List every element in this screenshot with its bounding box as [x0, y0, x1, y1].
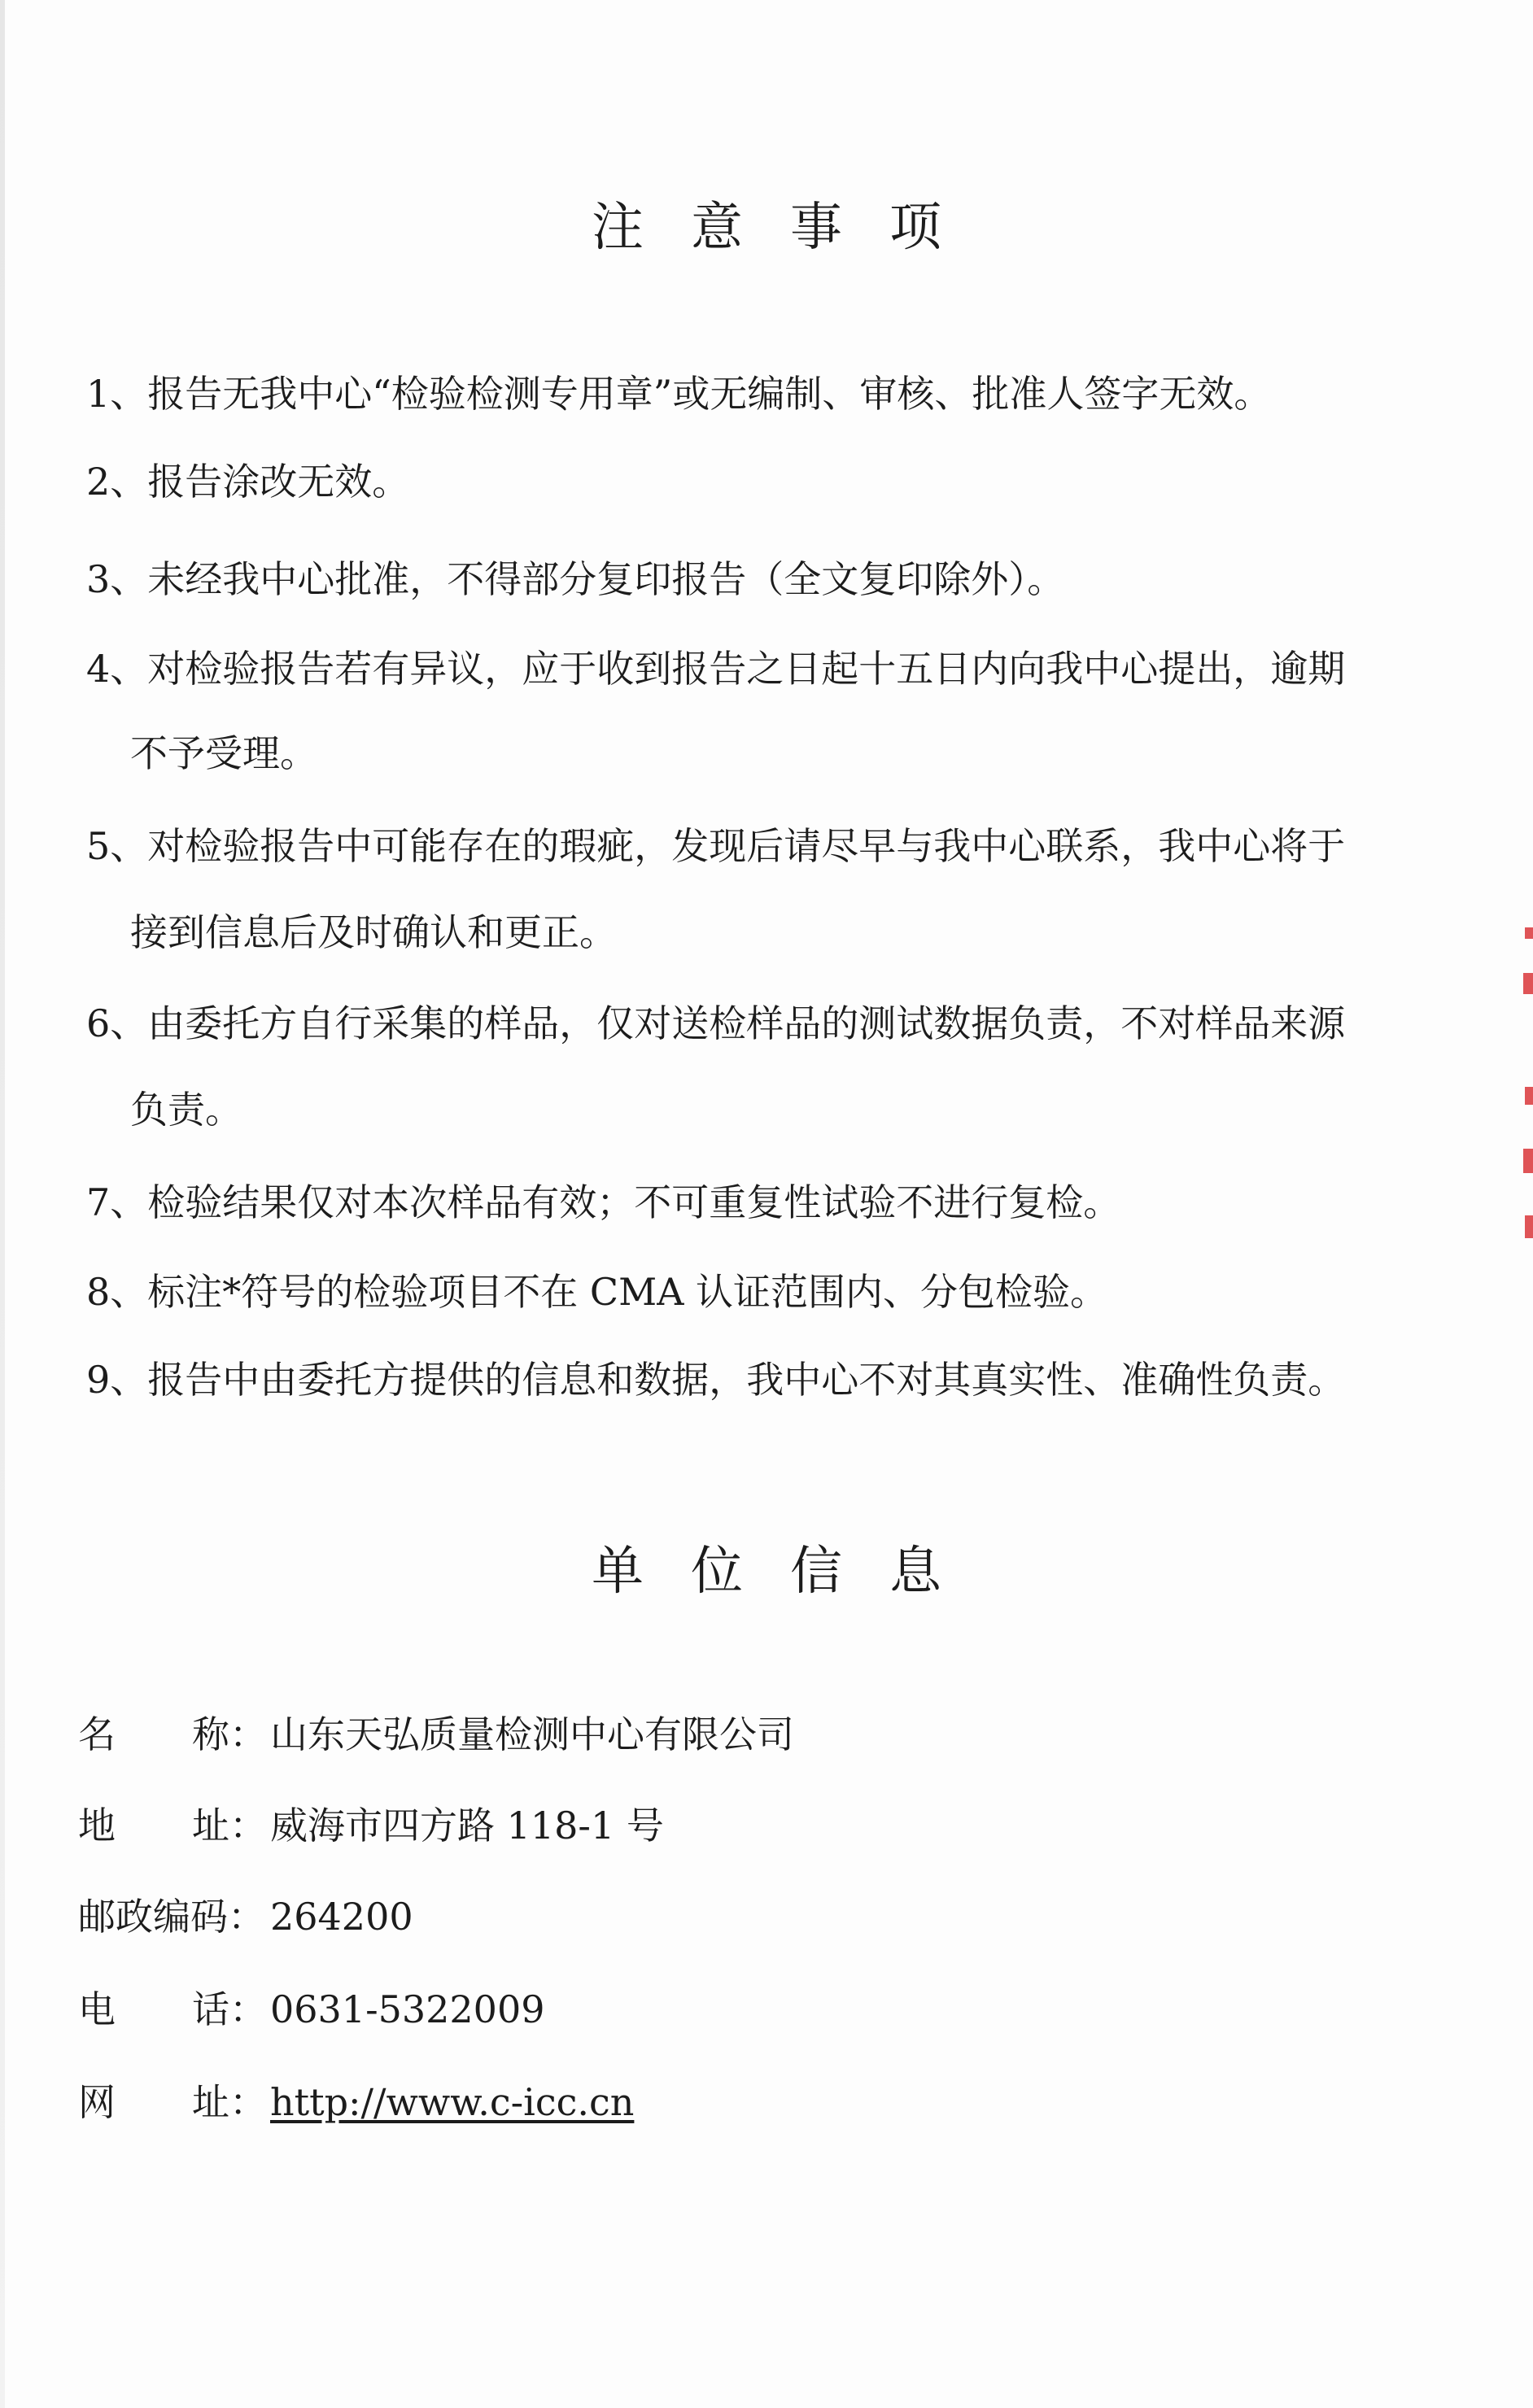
notice-item-1 — [86, 369, 1271, 418]
notice-item-number: 7、 — [86, 1180, 148, 1224]
notice-item-7 — [86, 1178, 1120, 1227]
notice-item-text: 未经我中心批准，不得部分复印报告（全文复印除外）。 — [147, 557, 1065, 601]
unit-address-label: 地 址： — [78, 1804, 267, 1847]
unit-website-link[interactable]: http://www.c-icc.cn — [270, 2080, 635, 2124]
notice-item-number: 8、 — [86, 1270, 148, 1314]
notice-item-3 — [86, 555, 1064, 604]
notice-item-4-continued — [130, 729, 317, 778]
notice-item-9 — [86, 1355, 1345, 1404]
notice-item-2 — [86, 457, 409, 506]
notice-item-number: 6、 — [86, 1001, 148, 1045]
notice-item-text: 接到信息后及时确认和更正。 — [130, 910, 617, 954]
notice-item-6 — [86, 999, 1345, 1048]
unit-address-row — [78, 1801, 664, 1850]
unit-postcode-value: 264200 — [270, 1895, 413, 1939]
unit-postcode-row — [78, 1892, 413, 1941]
notice-item-number: 9、 — [86, 1358, 148, 1402]
notice-item-text: 标注*符号的检验项目不在 CMA 认证范围内、分包检验。 — [147, 1270, 1108, 1314]
notice-item-text: 对检验报告若有异议，应于收到报告之日起十五日内向我中心提出，逾期 — [147, 647, 1346, 691]
stamp-fragment — [1525, 927, 1533, 939]
stamp-fragment — [1525, 1215, 1533, 1238]
notice-item-text: 对检验报告中可能存在的瑕疵，发现后请尽早与我中心联系，我中心将于 — [147, 824, 1346, 868]
notice-item-number: 3、 — [86, 557, 148, 601]
notice-item-8 — [86, 1267, 1107, 1316]
unit-phone-value: 0631-5322009 — [270, 1987, 545, 2031]
notice-item-text: 不予受理。 — [130, 731, 317, 775]
notice-item-number: 1、 — [86, 372, 148, 416]
notice-item-text: 由委托方自行采集的样品，仅对送检样品的测试数据负责，不对样品来源 — [147, 1001, 1346, 1045]
notice-item-text: 报告涂改无效。 — [147, 460, 410, 504]
scan-edge-shadow — [0, 0, 5, 2408]
notice-item-number: 4、 — [86, 647, 148, 691]
notice-item-text: 负责。 — [130, 1088, 242, 1132]
notice-item-text: 检验结果仅对本次样品有效；不可重复性试验不进行复检。 — [147, 1180, 1121, 1224]
notice-title: 注意事项 — [592, 198, 989, 258]
unit-phone-label: 电 话： — [78, 1987, 267, 2031]
notice-item-number: 2、 — [86, 460, 148, 504]
stamp-fragment — [1525, 1087, 1533, 1105]
notice-item-5 — [86, 822, 1345, 870]
unit-website-row — [78, 2078, 634, 2127]
notice-item-text: 报告中由委托方提供的信息和数据，我中心不对其真实性、准确性负责。 — [147, 1358, 1346, 1402]
notice-item-4 — [86, 644, 1345, 693]
unit-name-row — [78, 1710, 794, 1759]
stamp-fragment — [1523, 1149, 1533, 1173]
unit-name-value: 山东天弘质量检测中心有限公司 — [270, 1712, 794, 1756]
unit-name-label: 名 称： — [78, 1712, 267, 1756]
notice-item-text: 报告无我中心“检验检测专用章”或无编制、审核、批准人签字无效。 — [147, 372, 1272, 416]
stamp-fragment — [1523, 973, 1533, 994]
unit-address-value: 威海市四方路 118-1 号 — [270, 1804, 664, 1847]
notice-item-number: 5、 — [86, 824, 148, 868]
unit-postcode-label: 邮政编码： — [78, 1895, 265, 1939]
notice-item-6-continued — [130, 1085, 242, 1134]
unit-website-label: 网 址： — [78, 2080, 267, 2124]
notice-item-5-continued — [130, 908, 617, 957]
unit-info-title: 单位信息 — [592, 1542, 989, 1602]
unit-phone-row — [78, 1985, 544, 2034]
